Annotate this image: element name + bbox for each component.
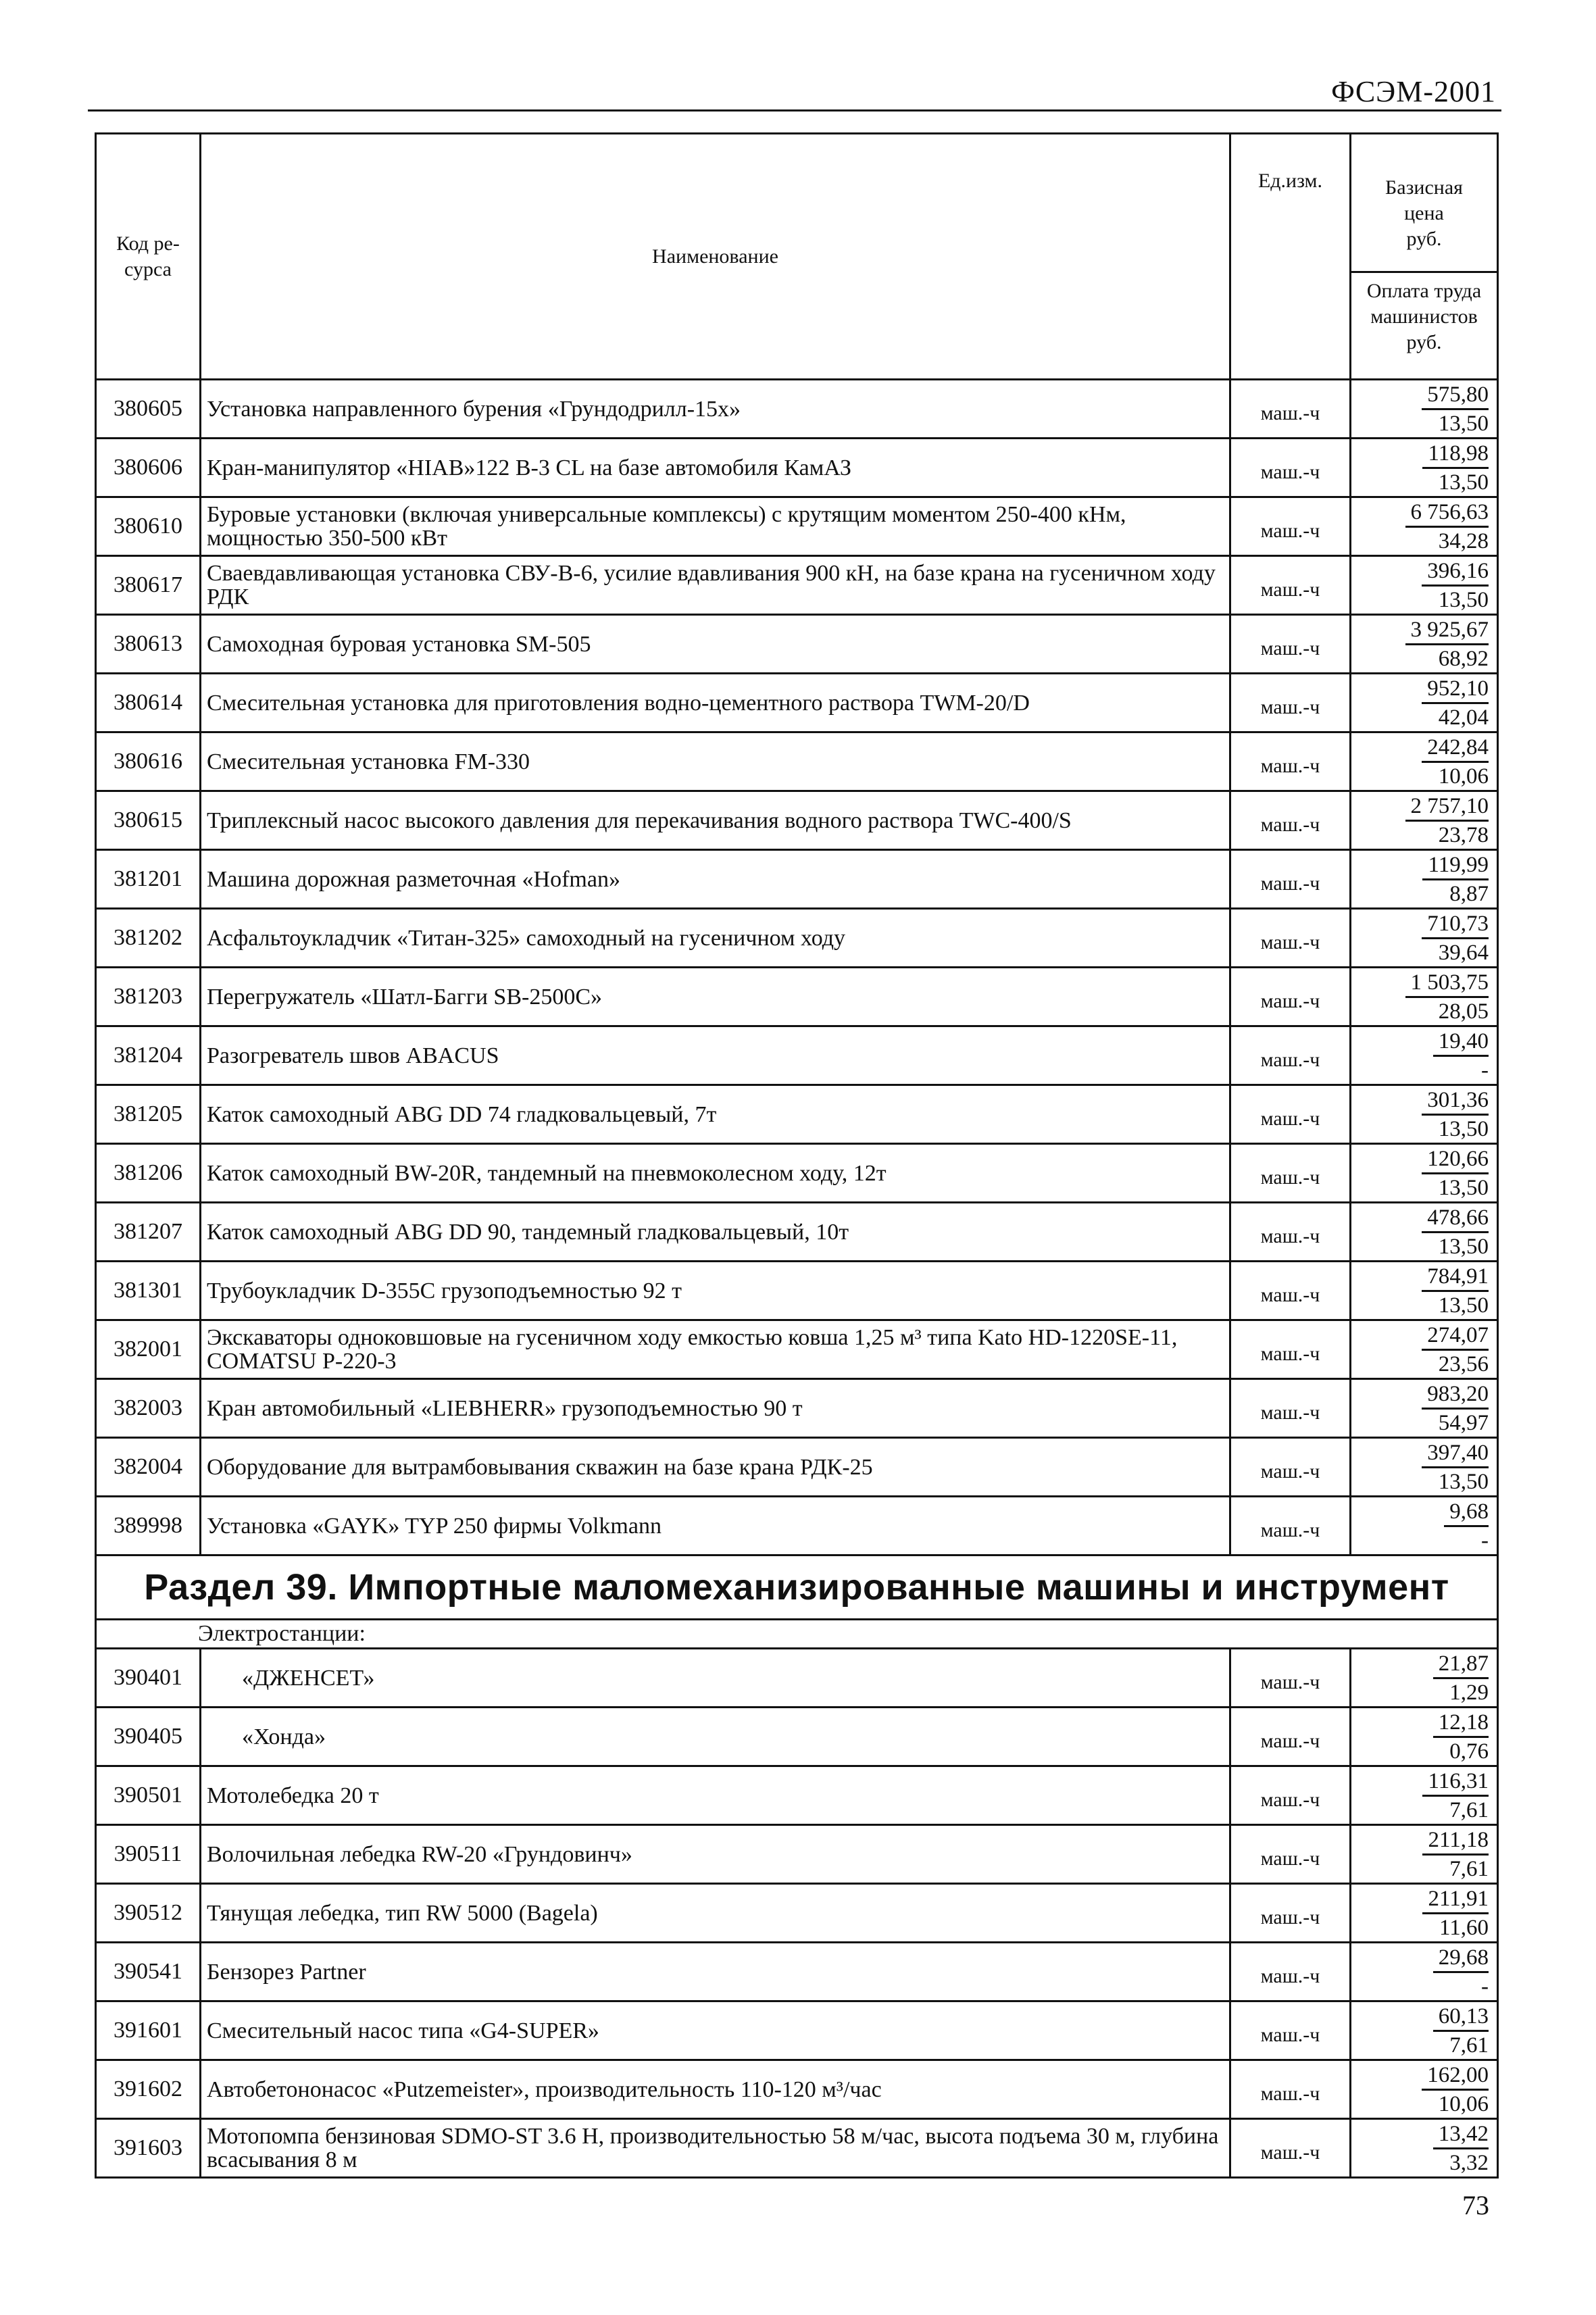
table-row	[96, 497, 1498, 556]
price-cell	[1351, 1026, 1498, 1085]
base-price: 29,68	[1433, 1944, 1489, 1973]
base-price: 242,84	[1422, 734, 1489, 763]
resource-code: 381203	[96, 968, 201, 1026]
resource-code: 390405	[96, 1708, 201, 1766]
resource-code: 380616	[96, 732, 201, 791]
resource-code: 381202	[96, 909, 201, 968]
unit-of-measure: маш.-ч	[1230, 2119, 1351, 2178]
base-price: 396,16	[1422, 557, 1489, 587]
price-cell	[1351, 2119, 1498, 2178]
resource-code: 382003	[96, 1379, 201, 1438]
resource-code: 390512	[96, 1884, 201, 1943]
table-row	[96, 1708, 1498, 1766]
table-row	[96, 1320, 1498, 1379]
unit-of-measure: маш.-ч	[1230, 850, 1351, 909]
table-row	[96, 2119, 1498, 2178]
table-row	[96, 674, 1498, 732]
operator-wage: 39,64	[1438, 940, 1489, 965]
base-price: 2 757,10	[1405, 793, 1489, 822]
base-price: 784,91	[1422, 1263, 1489, 1292]
resource-code: 382001	[96, 1320, 201, 1379]
base-price: 211,18	[1422, 1826, 1489, 1856]
resource-name: Триплексный насос высокого давления для перекачивания водного раствора TWC-400/S	[201, 791, 1230, 850]
resource-code: 390511	[96, 1825, 201, 1884]
price-cell	[1351, 1262, 1498, 1320]
table-row	[96, 1497, 1498, 1555]
price-cell	[1351, 497, 1498, 556]
operator-wage: -	[1481, 1057, 1489, 1082]
resource-code: 382004	[96, 1438, 201, 1497]
col-header-price	[1351, 134, 1498, 380]
page-number: 73	[1462, 2190, 1489, 2220]
resource-name: Самоходная буровая установка SM-505	[201, 615, 1230, 674]
resource-table	[95, 132, 1499, 2179]
operator-wage: 13,50	[1438, 1175, 1489, 1200]
base-price: 120,66	[1422, 1145, 1489, 1174]
resource-name: Мотопомпа бензиновая SDMO-ST 3.6 H, производительностью 58 м/час, высота подъема 30 м, глубина всасывания 8 м	[201, 2119, 1230, 2178]
price-cell	[1351, 1884, 1498, 1943]
resource-name: Асфальтоукладчик «Титан-325» самоходный на гусеничном ходу	[201, 909, 1230, 968]
resource-name: Разогреватель швов ABACUS	[201, 1026, 1230, 1085]
operator-wage: 7,61	[1449, 1856, 1489, 1881]
table-row	[96, 2060, 1498, 2119]
price-cell	[1351, 1438, 1498, 1497]
unit-of-measure: маш.-ч	[1230, 1766, 1351, 1825]
section-title: Раздел 39. Импортные маломеханизированные машины и инструмент	[96, 1555, 1498, 1620]
operator-wage: 68,92	[1438, 646, 1489, 671]
section-subheading: Электростанции:	[96, 1620, 1498, 1649]
base-price: 60,13	[1433, 2003, 1489, 2032]
col-header-unit: Ед.изм.	[1230, 134, 1351, 380]
resource-name: Смесительная установка FM-330	[201, 732, 1230, 791]
base-price: 21,87	[1433, 1650, 1489, 1679]
unit-of-measure: маш.-ч	[1230, 968, 1351, 1026]
document-code: ФСЭМ-2001	[1331, 75, 1496, 108]
price-cell	[1351, 1144, 1498, 1203]
price-cell	[1351, 1379, 1498, 1438]
base-price: 211,91	[1422, 1885, 1489, 1914]
col-header-name: Наименование	[201, 134, 1230, 380]
price-cell	[1351, 615, 1498, 674]
resource-name: Кран-манипулятор «HIAB»122 B-3 CL на базе автомобиля КамАЗ	[201, 439, 1230, 497]
table-row	[96, 1203, 1498, 1262]
operator-wage: 7,61	[1449, 1797, 1489, 1822]
col-header-code: Код ре- сурса	[96, 134, 201, 380]
resource-name: Трубоукладчик D-355C грузоподъемностью 92 т	[201, 1262, 1230, 1320]
resource-code: 381201	[96, 850, 201, 909]
header-rule	[88, 109, 1501, 111]
operator-wage: 28,05	[1438, 999, 1489, 1024]
table-row	[96, 1766, 1498, 1825]
base-price: 118,98	[1422, 440, 1489, 469]
price-cell	[1351, 1203, 1498, 1262]
operator-wage: 7,61	[1449, 2033, 1489, 2058]
table-header	[96, 134, 1498, 380]
table-row	[96, 1825, 1498, 1884]
price-cell	[1351, 1766, 1498, 1825]
operator-wage: 10,06	[1438, 2091, 1489, 2116]
unit-of-measure: маш.-ч	[1230, 1497, 1351, 1555]
price-cell	[1351, 732, 1498, 791]
operator-wage: 11,60	[1439, 1915, 1489, 1940]
table-row	[96, 556, 1498, 615]
unit-of-measure: маш.-ч	[1230, 497, 1351, 556]
operator-wage: 42,04	[1438, 705, 1489, 730]
unit-of-measure: маш.-ч	[1230, 1320, 1351, 1379]
price-cell	[1351, 1085, 1498, 1144]
unit-of-measure: маш.-ч	[1230, 380, 1351, 439]
table-row	[96, 791, 1498, 850]
base-price: 983,20	[1422, 1380, 1489, 1410]
operator-wage: 23,78	[1438, 822, 1489, 847]
table-body-section-39	[96, 1649, 1498, 2178]
price-cell	[1351, 1497, 1498, 1555]
resource-name: Каток самоходный ABG DD 90, тандемный гладковальцевый, 10т	[201, 1203, 1230, 1262]
unit-of-measure: маш.-ч	[1230, 1825, 1351, 1884]
base-price: 952,10	[1422, 675, 1489, 704]
resource-name: Волочильная лебедка RW-20 «Грундовинч»	[201, 1825, 1230, 1884]
resource-name: Смесительный насос типа «G4-SUPER»	[201, 2001, 1230, 2060]
table-row	[96, 909, 1498, 968]
unit-of-measure: маш.-ч	[1230, 1438, 1351, 1497]
unit-of-measure: маш.-ч	[1230, 791, 1351, 850]
base-price: 274,07	[1422, 1322, 1489, 1351]
unit-of-measure: маш.-ч	[1230, 909, 1351, 968]
resource-name: Установка направленного бурения «Грундодрилл-15х»	[201, 380, 1230, 439]
table-row	[96, 2001, 1498, 2060]
base-price: 3 925,67	[1405, 616, 1489, 645]
table-row	[96, 1262, 1498, 1320]
table-row	[96, 850, 1498, 909]
operator-wage: 0,76	[1449, 1739, 1489, 1764]
base-price: 9,68	[1444, 1498, 1489, 1527]
resource-code: 380617	[96, 556, 201, 615]
unit-of-measure: маш.-ч	[1230, 1708, 1351, 1766]
operator-wage: 13,50	[1438, 1234, 1489, 1259]
operator-wage: 13,50	[1438, 411, 1489, 436]
base-price: 19,40	[1433, 1028, 1489, 1057]
price-cell	[1351, 1825, 1498, 1884]
base-price: 397,40	[1422, 1439, 1489, 1468]
table-row	[96, 1438, 1498, 1497]
resource-code: 380615	[96, 791, 201, 850]
resource-code: 381205	[96, 1085, 201, 1144]
resource-code: 381204	[96, 1026, 201, 1085]
resource-code: 390401	[96, 1649, 201, 1708]
resource-name: Каток самоходный ABG DD 74 гладковальцевый, 7т	[201, 1085, 1230, 1144]
unit-of-measure: маш.-ч	[1230, 556, 1351, 615]
operator-wage: 34,28	[1438, 528, 1489, 553]
operator-wage: 8,87	[1449, 881, 1489, 906]
base-price: 1 503,75	[1405, 969, 1489, 998]
unit-of-measure: маш.-ч	[1230, 732, 1351, 791]
price-cell	[1351, 791, 1498, 850]
unit-of-measure: маш.-ч	[1230, 1884, 1351, 1943]
operator-wage: 13,50	[1438, 1116, 1489, 1141]
price-cell	[1351, 1708, 1498, 1766]
unit-of-measure: маш.-ч	[1230, 1262, 1351, 1320]
resource-name: Установка «GAYK» TYP 250 фирмы Volkmann	[201, 1497, 1230, 1555]
price-cell	[1351, 1649, 1498, 1708]
operator-wage: 13,50	[1438, 1293, 1489, 1318]
unit-of-measure: маш.-ч	[1230, 2060, 1351, 2119]
table-row	[96, 1884, 1498, 1943]
table-row	[96, 380, 1498, 439]
operator-wage: -	[1481, 1974, 1489, 1999]
table-row	[96, 1144, 1498, 1203]
resource-name: Буровые установки (включая универсальные комплексы) с крутящим моментом 250-400 кНм, мощностью 350-500 кВт	[201, 497, 1230, 556]
table-row	[96, 1943, 1498, 2001]
col-header-base-price: Базисная цена руб.	[1351, 152, 1497, 273]
resource-code: 389998	[96, 1497, 201, 1555]
price-cell	[1351, 556, 1498, 615]
operator-wage: 13,50	[1438, 1469, 1489, 1494]
resource-code: 381301	[96, 1262, 201, 1320]
operator-wage: 3,32	[1449, 2150, 1489, 2175]
base-price: 710,73	[1422, 910, 1489, 939]
price-cell	[1351, 380, 1498, 439]
table-row	[96, 439, 1498, 497]
base-price: 12,18	[1433, 1709, 1489, 1738]
operator-wage: 54,97	[1438, 1410, 1489, 1435]
table-row	[96, 615, 1498, 674]
resource-name: Кран автомобильный «LIEBHERR» грузоподъемностью 90 т	[201, 1379, 1230, 1438]
table-body-section-38	[96, 380, 1498, 1555]
base-price: 478,66	[1422, 1204, 1489, 1233]
resource-name: Машина дорожная разметочная «Hofman»	[201, 850, 1230, 909]
unit-of-measure: маш.-ч	[1230, 1203, 1351, 1262]
resource-code: 380610	[96, 497, 201, 556]
base-price: 119,99	[1422, 851, 1489, 880]
resource-code: 391602	[96, 2060, 201, 2119]
unit-of-measure: маш.-ч	[1230, 1649, 1351, 1708]
resource-name: Смесительная установка для приготовления водно-цементного раствора TWM-20/D	[201, 674, 1230, 732]
unit-of-measure: маш.-ч	[1230, 2001, 1351, 2060]
resource-code: 380606	[96, 439, 201, 497]
operator-wage: -	[1481, 1528, 1489, 1553]
resource-code: 381206	[96, 1144, 201, 1203]
col-header-wage: Оплата труда машинистов руб.	[1366, 280, 1482, 353]
resource-code: 380613	[96, 615, 201, 674]
table-row	[96, 1649, 1498, 1708]
resource-code: 380605	[96, 380, 201, 439]
operator-wage: 23,56	[1438, 1351, 1489, 1376]
resource-name: Тянущая лебедка, тип RW 5000 (Bagela)	[201, 1884, 1230, 1943]
resource-code: 380614	[96, 674, 201, 732]
base-price: 575,80	[1422, 381, 1489, 410]
unit-of-measure: маш.-ч	[1230, 439, 1351, 497]
base-price: 13,42	[1433, 2120, 1489, 2149]
resource-name: Мотолебедка 20 т	[201, 1766, 1230, 1825]
table-row	[96, 732, 1498, 791]
section-39	[96, 1555, 1498, 1649]
unit-of-measure: маш.-ч	[1230, 1085, 1351, 1144]
base-price: 162,00	[1422, 2062, 1489, 2091]
price-cell	[1351, 2001, 1498, 2060]
unit-of-measure: маш.-ч	[1230, 1026, 1351, 1085]
price-cell	[1351, 909, 1498, 968]
resource-name: Экскаваторы одноковшовые на гусеничном ходу емкостью ковша 1,25 м³ типа Kato HD-1220SE-11, COMATSU P-220-3	[201, 1320, 1230, 1379]
resource-name: Бензорез Partner	[201, 1943, 1230, 2001]
resource-name: Оборудование для вытрамбовывания скважин на базе крана РДК-25	[201, 1438, 1230, 1497]
table-row	[96, 1085, 1498, 1144]
base-price: 301,36	[1422, 1087, 1489, 1116]
price-cell	[1351, 850, 1498, 909]
unit-of-measure: маш.-ч	[1230, 615, 1351, 674]
operator-wage: 13,50	[1438, 587, 1489, 612]
unit-of-measure: маш.-ч	[1230, 1379, 1351, 1438]
price-cell	[1351, 439, 1498, 497]
resource-name: Автобетононасос «Putzemeister», производительность 110-120 м³/час	[201, 2060, 1230, 2119]
resource-name: «ДЖЕНСЕТ»	[201, 1649, 1230, 1708]
unit-of-measure: маш.-ч	[1230, 674, 1351, 732]
unit-of-measure: маш.-ч	[1230, 1144, 1351, 1203]
resource-code: 390541	[96, 1943, 201, 2001]
price-cell	[1351, 1943, 1498, 2001]
resource-code: 391601	[96, 2001, 201, 2060]
resource-code: 390501	[96, 1766, 201, 1825]
table-row	[96, 968, 1498, 1026]
price-cell	[1351, 968, 1498, 1026]
resource-name: Сваевдавливающая установка СВУ-В-6, усилие вдавливания 900 кН, на базе крана на гусеничном ходу РДК	[201, 556, 1230, 615]
unit-of-measure: маш.-ч	[1230, 1943, 1351, 2001]
operator-wage: 1,29	[1449, 1680, 1489, 1705]
table-row	[96, 1026, 1498, 1085]
operator-wage: 10,06	[1438, 764, 1489, 789]
operator-wage: 13,50	[1438, 470, 1489, 495]
price-cell	[1351, 1320, 1498, 1379]
resource-name: Перегружатель «Шатл-Багги SB-2500C»	[201, 968, 1230, 1026]
resource-code: 391603	[96, 2119, 201, 2178]
resource-name: Каток самоходный BW-20R, тандемный на пневмоколесном ходу, 12т	[201, 1144, 1230, 1203]
base-price: 6 756,63	[1405, 499, 1489, 528]
base-price: 116,31	[1422, 1768, 1489, 1797]
resource-code: 381207	[96, 1203, 201, 1262]
price-cell	[1351, 674, 1498, 732]
resource-name: «Хонда»	[201, 1708, 1230, 1766]
table-row	[96, 1379, 1498, 1438]
price-cell	[1351, 2060, 1498, 2119]
